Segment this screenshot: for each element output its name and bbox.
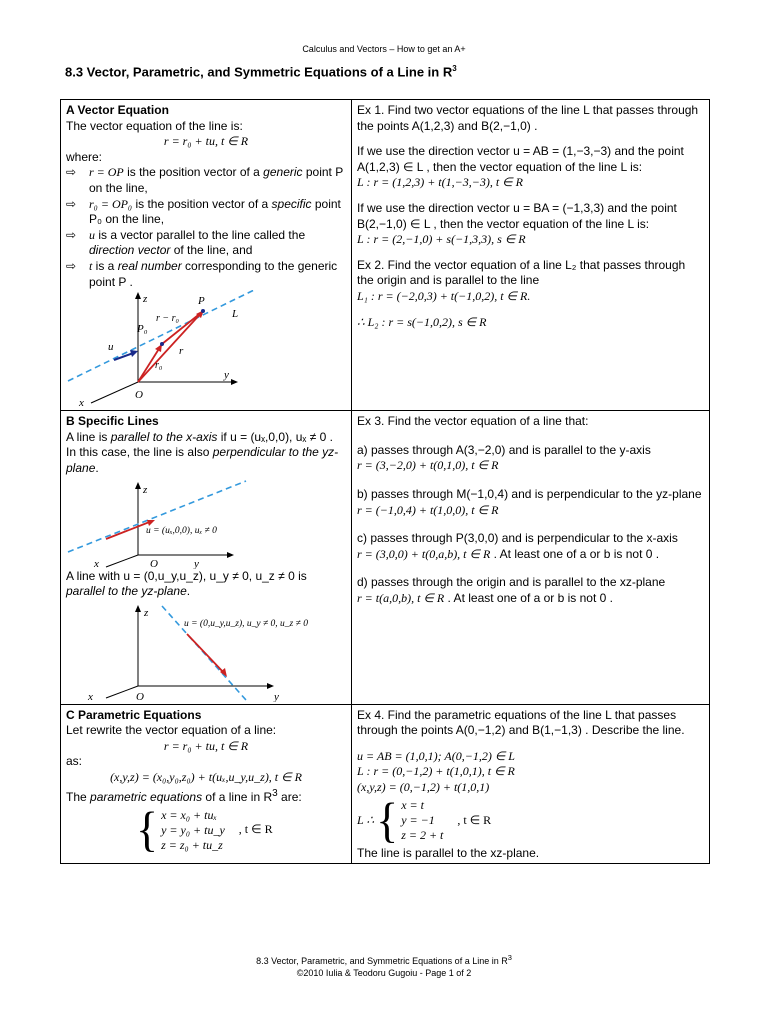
ex2-question: Ex 2. Find the vector equation of a line L₂ that passes through the origin and is parallel to the line: [357, 257, 686, 288]
parallel-x-axis-diagram: [66, 477, 336, 569]
section-b: [61, 411, 352, 705]
section-b-p2: In this case, the line is also perpendicular to the yz-plane.: [66, 445, 339, 475]
origin-label: O: [135, 389, 143, 402]
definition-list: [66, 165, 346, 290]
vector-line-diagram: [66, 290, 336, 408]
def-item: ⇨ t is a real number corresponding to the generic point P .: [66, 259, 346, 290]
p-label: P: [198, 295, 205, 308]
origin-label: O: [150, 557, 158, 569]
section-c-as: as:: [66, 754, 83, 769]
section-b-heading: B Specific Lines: [66, 414, 159, 429]
brace: {: [136, 802, 159, 857]
point-p: [201, 309, 205, 313]
ex3-c: c) passes through P(3,0,0) and is perpendicular to the x-axis: [357, 531, 678, 546]
y-label: y: [274, 690, 279, 702]
footer-line2: ©2010 Iulia & Teodoru Gugoiu - Page 1 of 2: [296, 968, 472, 978]
r-minus-r0-label: r − r₀: [156, 313, 180, 325]
ex1-question: Ex 1. Find two vector equations of the line L that passes through the points A(1,2,3) and B(2,−1,0) .: [357, 103, 699, 133]
ex1-p1: If we use the direction vector u = AB = (1,−3,−3) and the point A(1,2,3) ∈ L , then the vector equation of the line L is:: [357, 144, 684, 174]
system-tail: , t ∈ R: [238, 822, 273, 837]
eq-z: z = z₀ + tu_z: [161, 837, 223, 852]
row-a: [61, 100, 710, 411]
ex3-a: a) passes through A(3,−2,0) and is parallel to the y-axis: [357, 442, 651, 457]
line-parallel-x: [68, 481, 246, 552]
axis-arrowhead: [231, 379, 238, 385]
eq-z: z = 2 + t: [401, 828, 444, 843]
axis-arrowhead: [135, 482, 141, 489]
section-c-p2: The parametric equations of a line in $R^3$ are:: [66, 787, 302, 804]
axis-arrowhead: [135, 605, 141, 612]
r-label: r: [179, 345, 184, 358]
ex3-d-eq: r = t(a,0,b), t ∈ R . At least one of a or b is not 0 .: [357, 590, 613, 605]
footer-line1: 8.3 Vector, Parametric, and Symmetric Equations of a Line in $R^3$: [256, 953, 512, 966]
eq-y: y = −1: [401, 813, 435, 828]
row-c: [61, 704, 710, 864]
page-header: Calculus and Vectors – How to get an A+: [302, 44, 466, 54]
section-a: [61, 100, 352, 411]
y-label: y: [224, 369, 229, 382]
ex1-eq1: L : r = (1,2,3) + t(1,−3,−3), t ∈ R: [357, 175, 523, 190]
u-label: u = (uₓ,0,0), uₓ ≠ 0: [146, 525, 217, 536]
page-footer: [0, 952, 768, 979]
eq-y: y = y₀ + tu_y: [161, 822, 225, 837]
ex1-eq2: L : r = (2,−1,0) + s(−1,3,3), s ∈ R: [357, 232, 526, 247]
z-label: z: [143, 483, 148, 496]
eq-x: x = t: [401, 798, 424, 813]
l-label: L: [232, 308, 239, 321]
r0-label: r₀: [155, 360, 163, 372]
ex3-b-eq: r = (−1,0,4) + t(1,0,0), t ∈ R: [357, 502, 499, 517]
section-a-intro: The vector equation of the line is:: [66, 118, 243, 133]
row-b: [61, 411, 710, 705]
def-item: ⇨ r = OP is the position vector of a generic point P on the line,: [66, 165, 346, 196]
u-label: u: [108, 341, 114, 354]
content-table: [60, 99, 710, 864]
u-label: u = (0,u_y,u_z), u_y ≠ 0, u_z ≠ 0: [184, 618, 308, 629]
ex3-question: Ex 3. Find the vector equation of a line that:: [357, 414, 589, 429]
ex3-c-eq: r = (3,0,0) + t(0,a,b), t ∈ R . At least one of a or b is not 0 .: [357, 546, 660, 561]
ex3-a-eq: r = (3,−2,0) + t(0,1,0), t ∈ R: [357, 458, 499, 473]
point-p0: [160, 342, 164, 346]
axis-arrowhead: [135, 292, 141, 299]
x-label: x: [79, 397, 84, 409]
x-label: x: [88, 690, 93, 702]
x-axis: [91, 382, 138, 403]
ex4-eq3: (x,y,z) = (0,−1,2) + t(1,0,1): [357, 780, 490, 795]
section-a-where: where:: [66, 149, 103, 164]
u-vector: [187, 634, 225, 674]
section-a-heading: A Vector Equation: [66, 103, 169, 117]
ex2-answer: ∴ L₂ : r = s(−1,0,2), s ∈ R: [357, 314, 487, 329]
ex4-eq1: u = AB = (1,0,1); A(0,−1,2) ∈ L: [357, 748, 515, 763]
system-lead: L ∴: [357, 812, 375, 827]
ex4-system: [357, 793, 704, 847]
ex1-p2: If we use the direction vector u = BA = (−1,3,3) and the point B(2,−1,0) ∈ L , then the vector equation of the line L is:: [357, 200, 677, 231]
def-item: ⇨ r₀ = OP₀ is the position vector of a specific point P₀ on the line,: [66, 197, 346, 228]
parametric-system: [66, 802, 346, 857]
section-a-eq: r = r₀ + tu, t ∈ R: [163, 134, 249, 149]
ex3-b: b) passes through M(−1,0,4) and is perpendicular to the yz-plane: [357, 486, 702, 501]
x-axis: [106, 686, 138, 698]
eq-x: x = x₀ + tuₓ: [161, 807, 217, 822]
ex4-question: Ex 4. Find the parametric equations of the line L that passes through the points A(0,−1,2) and B(1,−1,3) . Describe the line.: [357, 707, 685, 738]
p0-label: P₀: [137, 323, 148, 336]
origin-label: O: [136, 690, 144, 702]
z-label: z: [144, 606, 149, 619]
section-b-p3: A line with u = (0,u_y,u_z), u_y ≠ 0, u_z ≠ 0 is parallel to the yz-plane.: [66, 568, 307, 599]
ex2-line1: L₁ : r = (−2,0,3) + t(−1,0,2), t ∈ R.: [357, 288, 531, 303]
ex4-conclusion: The line is parallel to the xz-plane.: [357, 845, 540, 860]
axis-arrowhead: [267, 683, 274, 689]
section-c-eq2: (x,y,z) = (x₀,y₀,z₀) + t(uₓ,u_y,u_z), t ∈ R: [110, 770, 302, 785]
ex3-d: d) passes through the origin and is parallel to the xz-plane: [357, 575, 666, 590]
brace: {: [376, 793, 399, 847]
ex4-eq2: L : r = (0,−1,2) + t(1,0,1), t ∈ R: [357, 764, 515, 779]
example-4: [352, 704, 710, 864]
page-title: 8.3 Vector, Parametric, and Symmetric Equations of a Line in $R^3$: [65, 64, 457, 80]
y-label: y: [194, 557, 199, 569]
section-c-eq1: r = r₀ + tu, t ∈ R: [163, 738, 249, 753]
z-label: z: [143, 293, 148, 306]
section-c-p1: Let rewrite the vector equation of a line:: [66, 723, 277, 738]
axis-arrowhead: [227, 552, 234, 558]
examples-1-2: [352, 100, 710, 411]
parallel-yz-plane-diagram: [66, 600, 336, 702]
system-tail: , t ∈ R: [457, 812, 492, 827]
section-c-heading: C Parametric Equations: [66, 707, 202, 722]
section-b-p1: A line is parallel to the x-axis if u = (uₓ,0,0), uₓ ≠ 0 .: [66, 429, 333, 444]
def-item: ⇨ u is a vector parallel to the line called the direction vector of the line, and: [66, 228, 346, 259]
example-3: [352, 411, 710, 705]
x-axis: [106, 555, 138, 567]
x-label: x: [94, 557, 99, 569]
arrowhead: [130, 350, 138, 357]
section-c: [61, 704, 352, 864]
